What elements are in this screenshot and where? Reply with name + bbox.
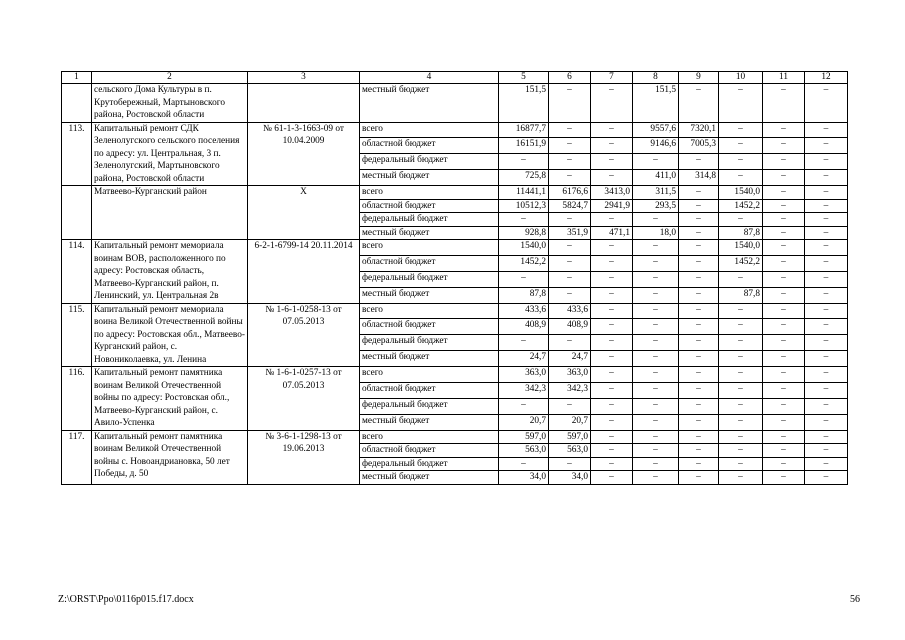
value-cell: – <box>591 444 633 458</box>
funding-source: федеральный бюджет <box>360 271 499 287</box>
value-cell: – <box>805 351 848 367</box>
value-cell: – <box>633 414 679 430</box>
value-cell: 363,0 <box>549 367 591 383</box>
value-cell: 1540,0 <box>719 240 763 256</box>
value-cell: – <box>805 367 848 383</box>
funding-source: местный бюджет <box>360 414 499 430</box>
table-row <box>62 367 848 383</box>
value-cell: – <box>591 351 633 367</box>
value-cell: – <box>719 398 763 414</box>
value-cell: – <box>591 84 633 123</box>
value-cell: – <box>763 199 805 213</box>
value-cell: – <box>679 287 719 303</box>
funding-source: федеральный бюджет <box>360 154 499 170</box>
value-cell: – <box>719 457 763 471</box>
funding-source: федеральный бюджет <box>360 398 499 414</box>
value-cell: – <box>499 271 549 287</box>
value-cell: – <box>633 430 679 444</box>
value-cell: – <box>591 430 633 444</box>
value-cell: 1540,0 <box>499 240 549 256</box>
value-cell: – <box>679 154 719 170</box>
value-cell: 5824,7 <box>549 199 591 213</box>
column-header: 4 <box>360 72 499 84</box>
value-cell: – <box>763 271 805 287</box>
value-cell: 471,1 <box>591 226 633 240</box>
value-cell: – <box>805 138 848 154</box>
funding-source: всего <box>360 430 499 444</box>
object-name: Капитальный ремонт памятника воинам Великой Отечественной войны с. Новоандриановка, 50 лет Победы, д. 50 <box>92 430 248 484</box>
value-cell: 87,8 <box>719 226 763 240</box>
value-cell: 7005,3 <box>679 138 719 154</box>
value-cell: – <box>549 287 591 303</box>
value-cell: – <box>591 335 633 351</box>
funding-source: местный бюджет <box>360 471 499 485</box>
value-cell: – <box>763 240 805 256</box>
value-cell: – <box>805 122 848 138</box>
column-header: 5 <box>499 72 549 84</box>
funding-source: областной бюджет <box>360 319 499 335</box>
value-cell: – <box>591 154 633 170</box>
column-header: 3 <box>248 72 360 84</box>
value-cell: – <box>763 367 805 383</box>
table-row <box>62 430 848 444</box>
value-cell: – <box>549 240 591 256</box>
value-cell: – <box>633 287 679 303</box>
value-cell: 363,0 <box>499 367 549 383</box>
value-cell: – <box>805 186 848 200</box>
value-cell: – <box>499 457 549 471</box>
value-cell: – <box>719 471 763 485</box>
value-cell: – <box>679 226 719 240</box>
value-cell: – <box>679 271 719 287</box>
value-cell: – <box>719 303 763 319</box>
document-ref: 6-2-1-6799-14 20.11.2014 <box>248 240 360 304</box>
funding-source: всего <box>360 186 499 200</box>
value-cell: – <box>719 351 763 367</box>
value-cell: 9557,6 <box>633 122 679 138</box>
value-cell: – <box>591 303 633 319</box>
value-cell: – <box>591 367 633 383</box>
object-name: Матвеево-Курганский район <box>92 186 248 240</box>
value-cell: 11441,1 <box>499 186 549 200</box>
budget-table <box>61 71 848 485</box>
object-name: Капитальный ремонт памятника воинам Великой Отечественной войны по адресу: Ростовская обл., Матвеево-Курганский район, с. Авило-Успенка <box>92 367 248 431</box>
value-cell: – <box>549 138 591 154</box>
column-header: 6 <box>549 72 591 84</box>
value-cell: 433,6 <box>499 303 549 319</box>
value-cell: – <box>591 271 633 287</box>
funding-source: местный бюджет <box>360 351 499 367</box>
table-row <box>62 303 848 319</box>
value-cell: – <box>719 367 763 383</box>
value-cell: – <box>763 457 805 471</box>
table-row <box>62 240 848 256</box>
value-cell: – <box>805 213 848 227</box>
value-cell: – <box>763 287 805 303</box>
funding-source: местный бюджет <box>360 170 499 186</box>
value-cell: – <box>763 186 805 200</box>
value-cell: – <box>679 398 719 414</box>
value-cell: – <box>679 319 719 335</box>
page-number: 56 <box>850 594 860 605</box>
funding-source: областной бюджет <box>360 382 499 398</box>
value-cell: – <box>805 199 848 213</box>
value-cell: – <box>719 213 763 227</box>
value-cell: 411,0 <box>633 170 679 186</box>
value-cell: – <box>805 226 848 240</box>
value-cell: – <box>763 226 805 240</box>
table-body <box>62 84 848 485</box>
value-cell: 151,5 <box>499 84 549 123</box>
funding-source: областной бюджет <box>360 444 499 458</box>
value-cell: – <box>719 271 763 287</box>
value-cell: – <box>719 319 763 335</box>
value-cell: – <box>549 255 591 271</box>
value-cell: – <box>805 154 848 170</box>
funding-source: областной бюджет <box>360 138 499 154</box>
table-row <box>62 186 848 200</box>
value-cell: – <box>633 271 679 287</box>
value-cell: – <box>719 84 763 123</box>
value-cell: 16877,7 <box>499 122 549 138</box>
value-cell: – <box>549 84 591 123</box>
value-cell: – <box>591 138 633 154</box>
value-cell: – <box>591 414 633 430</box>
value-cell: 1452,2 <box>719 199 763 213</box>
value-cell: 18,0 <box>633 226 679 240</box>
value-cell: – <box>679 367 719 383</box>
value-cell: 7320,1 <box>679 122 719 138</box>
value-cell: – <box>679 186 719 200</box>
value-cell: – <box>549 271 591 287</box>
value-cell: – <box>591 240 633 256</box>
value-cell: – <box>679 199 719 213</box>
value-cell: – <box>719 154 763 170</box>
value-cell: – <box>763 335 805 351</box>
value-cell: – <box>679 457 719 471</box>
value-cell: 1540,0 <box>719 186 763 200</box>
column-header: 10 <box>719 72 763 84</box>
value-cell: – <box>805 335 848 351</box>
table-row <box>62 122 848 138</box>
funding-source: местный бюджет <box>360 84 499 123</box>
document-ref: № 1-6-1-0257-13 от 07.05.2013 <box>248 367 360 431</box>
funding-source: всего <box>360 122 499 138</box>
value-cell: – <box>591 457 633 471</box>
value-cell: 351,9 <box>549 226 591 240</box>
value-cell: – <box>549 122 591 138</box>
value-cell: – <box>719 444 763 458</box>
value-cell: – <box>591 382 633 398</box>
funding-source: областной бюджет <box>360 255 499 271</box>
funding-source: всего <box>360 367 499 383</box>
value-cell: 10512,3 <box>499 199 549 213</box>
value-cell: – <box>633 351 679 367</box>
value-cell: – <box>679 351 719 367</box>
document-ref: № 1-6-1-0258-13 от 07.05.2013 <box>248 303 360 367</box>
value-cell: – <box>679 240 719 256</box>
row-number: 113. <box>62 122 92 186</box>
value-cell: – <box>805 255 848 271</box>
value-cell: – <box>679 335 719 351</box>
header-row <box>62 72 848 84</box>
value-cell: – <box>763 351 805 367</box>
row-number: 117. <box>62 430 92 484</box>
value-cell: – <box>633 319 679 335</box>
value-cell: 3413,0 <box>591 186 633 200</box>
value-cell: 1452,2 <box>499 255 549 271</box>
value-cell: – <box>805 170 848 186</box>
value-cell: – <box>549 154 591 170</box>
object-name: сельского Дома Культуры в п. Крутобережный, Мартыновского района, Ростовской области <box>92 84 248 123</box>
value-cell: – <box>679 303 719 319</box>
value-cell: 342,3 <box>549 382 591 398</box>
value-cell: – <box>763 255 805 271</box>
value-cell: – <box>633 367 679 383</box>
value-cell: – <box>805 240 848 256</box>
value-cell: – <box>719 414 763 430</box>
value-cell: – <box>805 471 848 485</box>
value-cell: 597,0 <box>499 430 549 444</box>
value-cell: 151,5 <box>633 84 679 123</box>
value-cell: 6176,6 <box>549 186 591 200</box>
value-cell: – <box>591 471 633 485</box>
value-cell: – <box>591 122 633 138</box>
column-header: 8 <box>633 72 679 84</box>
value-cell: – <box>679 471 719 485</box>
value-cell: – <box>591 213 633 227</box>
value-cell: – <box>499 154 549 170</box>
value-cell: – <box>679 84 719 123</box>
value-cell: – <box>633 471 679 485</box>
value-cell: 1452,2 <box>719 255 763 271</box>
value-cell: – <box>549 335 591 351</box>
column-header: 12 <box>805 72 848 84</box>
value-cell: 342,3 <box>499 382 549 398</box>
value-cell: – <box>805 319 848 335</box>
value-cell: 34,0 <box>549 471 591 485</box>
column-header: 1 <box>62 72 92 84</box>
value-cell: – <box>679 414 719 430</box>
value-cell: 314,8 <box>679 170 719 186</box>
value-cell: – <box>763 122 805 138</box>
row-number: 116. <box>62 367 92 431</box>
value-cell: – <box>805 414 848 430</box>
value-cell: 34,0 <box>499 471 549 485</box>
value-cell: 928,8 <box>499 226 549 240</box>
value-cell: 563,0 <box>549 444 591 458</box>
value-cell: 2941,9 <box>591 199 633 213</box>
table-row <box>62 84 848 123</box>
value-cell: – <box>633 335 679 351</box>
value-cell: 87,8 <box>719 287 763 303</box>
value-cell: – <box>679 255 719 271</box>
value-cell: – <box>633 255 679 271</box>
column-header: 11 <box>763 72 805 84</box>
value-cell: – <box>763 154 805 170</box>
value-cell: – <box>591 398 633 414</box>
value-cell: – <box>633 398 679 414</box>
value-cell: – <box>719 170 763 186</box>
value-cell: 24,7 <box>549 351 591 367</box>
value-cell: – <box>805 271 848 287</box>
value-cell: – <box>549 398 591 414</box>
funding-source: всего <box>360 303 499 319</box>
value-cell: 20,7 <box>499 414 549 430</box>
value-cell: – <box>719 382 763 398</box>
value-cell: – <box>763 430 805 444</box>
value-cell: – <box>763 303 805 319</box>
value-cell: – <box>763 170 805 186</box>
value-cell: – <box>633 213 679 227</box>
document-ref: № 61-1-3-1663-09 от 10.04.2009 <box>248 122 360 186</box>
value-cell: – <box>633 457 679 471</box>
value-cell: – <box>805 457 848 471</box>
value-cell: 311,5 <box>633 186 679 200</box>
value-cell: – <box>633 444 679 458</box>
value-cell: – <box>591 287 633 303</box>
value-cell: 408,9 <box>499 319 549 335</box>
value-cell: – <box>763 84 805 123</box>
value-cell: – <box>499 398 549 414</box>
row-number: 114. <box>62 240 92 304</box>
value-cell: – <box>679 382 719 398</box>
value-cell: – <box>805 382 848 398</box>
value-cell: 16151,9 <box>499 138 549 154</box>
object-name: Капитальный ремонт СДК Зеленолугского сельского поселения по адресу: ул. Центральная, 3 п. Зеленолугский, Мартыновского района, Ростовской области <box>92 122 248 186</box>
value-cell: – <box>591 255 633 271</box>
value-cell: – <box>633 303 679 319</box>
funding-source: областной бюджет <box>360 199 499 213</box>
value-cell: – <box>549 170 591 186</box>
value-cell: 725,8 <box>499 170 549 186</box>
funding-source: местный бюджет <box>360 226 499 240</box>
value-cell: – <box>499 213 549 227</box>
value-cell: – <box>549 457 591 471</box>
value-cell: – <box>633 240 679 256</box>
column-header: 2 <box>92 72 248 84</box>
value-cell: – <box>719 430 763 444</box>
value-cell: – <box>805 430 848 444</box>
row-number <box>62 186 92 240</box>
value-cell: – <box>591 319 633 335</box>
value-cell: – <box>591 170 633 186</box>
value-cell: – <box>805 444 848 458</box>
value-cell: – <box>719 122 763 138</box>
value-cell: – <box>763 444 805 458</box>
value-cell: – <box>763 138 805 154</box>
row-number: 115. <box>62 303 92 367</box>
value-cell: – <box>805 303 848 319</box>
value-cell: – <box>805 287 848 303</box>
value-cell: 24,7 <box>499 351 549 367</box>
value-cell: – <box>763 414 805 430</box>
value-cell: – <box>719 138 763 154</box>
funding-source: местный бюджет <box>360 287 499 303</box>
file-path: Z:\ORST\Ppo\0116p015.f17.docx <box>58 594 194 605</box>
value-cell: – <box>763 382 805 398</box>
document-ref: Х <box>248 186 360 240</box>
value-cell: – <box>763 213 805 227</box>
column-header: 9 <box>679 72 719 84</box>
value-cell: 433,6 <box>549 303 591 319</box>
column-header: 7 <box>591 72 633 84</box>
document-ref <box>248 84 360 123</box>
value-cell: – <box>763 398 805 414</box>
value-cell: – <box>763 471 805 485</box>
value-cell: – <box>763 319 805 335</box>
value-cell: – <box>633 382 679 398</box>
value-cell: – <box>499 335 549 351</box>
value-cell: – <box>805 398 848 414</box>
object-name: Капитальный ремонт мемориала воинам ВОВ, расположенного по адресу: Ростовская область, Матвеево-Курганский район, п. Ленинский, ул. Центральная 2в <box>92 240 248 304</box>
value-cell: 293,5 <box>633 199 679 213</box>
document-ref: № 3-6-1-1298-13 от 19.06.2013 <box>248 430 360 484</box>
value-cell: – <box>679 444 719 458</box>
value-cell: 20,7 <box>549 414 591 430</box>
object-name: Капитальный ремонт мемориала воина Великой Отечественной войны по адресу: Ростовская обл., Матвеево-Курганский район, с. Новониколаевка, ул. Ленина <box>92 303 248 367</box>
value-cell: – <box>679 430 719 444</box>
value-cell: – <box>805 84 848 123</box>
funding-source: федеральный бюджет <box>360 213 499 227</box>
value-cell: 597,0 <box>549 430 591 444</box>
value-cell: – <box>633 154 679 170</box>
value-cell: – <box>719 335 763 351</box>
value-cell: – <box>679 213 719 227</box>
value-cell: – <box>549 213 591 227</box>
row-number <box>62 84 92 123</box>
value-cell: 408,9 <box>549 319 591 335</box>
funding-source: федеральный бюджет <box>360 457 499 471</box>
funding-source: всего <box>360 240 499 256</box>
value-cell: 87,8 <box>499 287 549 303</box>
value-cell: 9146,6 <box>633 138 679 154</box>
value-cell: 563,0 <box>499 444 549 458</box>
funding-source: федеральный бюджет <box>360 335 499 351</box>
